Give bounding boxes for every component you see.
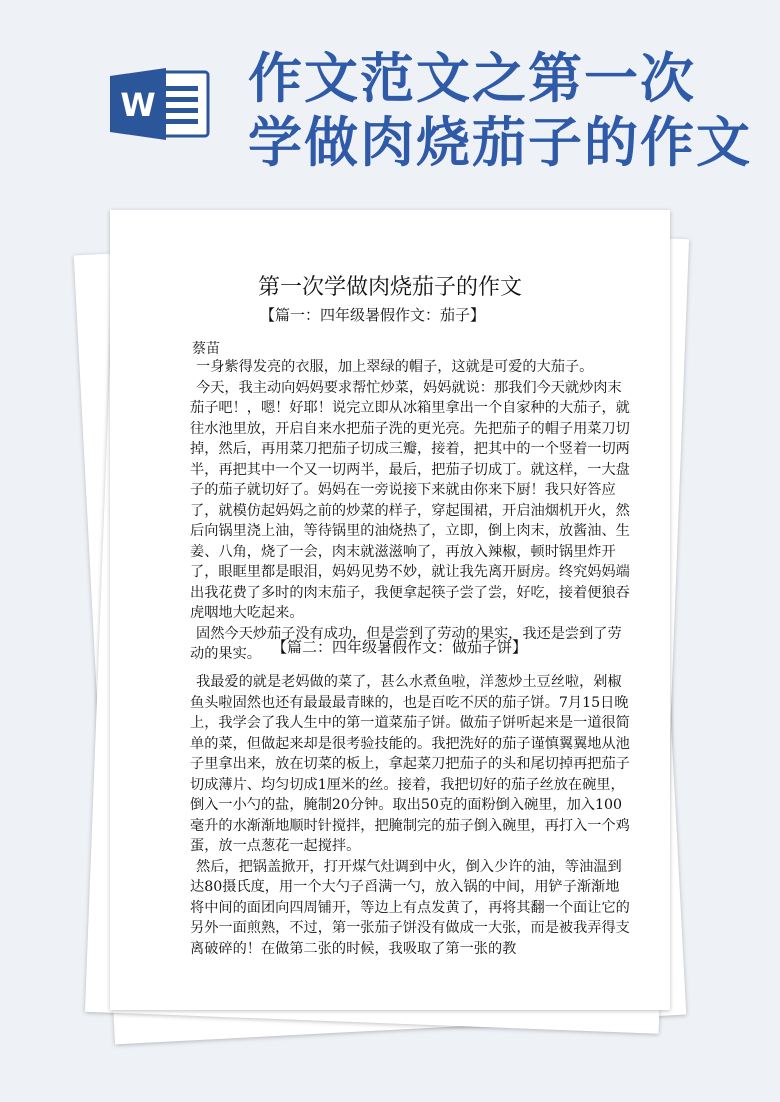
page-title-line-1: 作文范文之第一次 [248, 46, 696, 110]
section-heading-2: 【篇二：四年级暑假作文：做茄子饼】 [272, 638, 528, 656]
paragraph: 固然今天炒茄子没有成功，但是尝到了劳动的果实，我还是尝到了劳动的果实。 [190, 625, 622, 662]
paragraph: 今天，我主动向妈妈要求帮忙炒菜，妈妈就说：那我们今天就炒肉末茄子吧！，嗯！好耶！说完立即从冰箱里拿出一个自家种的大茄子，就往水池里放，开启自来水把茄子洗的更光亮。先把茄子的帽子用菜刀切掉，然后，再用菜刀把茄子切成三瓣，接着，把其中的一个竖着一切两半，再把其中一个又一切两半，最后，把茄子切成丁。就这样，一大盘子的茄子就切好了。妈妈在一旁说接下来就由你来下厨！我只好答应了，就模仿起妈妈之前的炒菜的样子，穿起围裙，开启油烟机开火，然后向锅里浇上油，等待锅里的油烧热了，立即，倒上肉末，放酱油、生姜、八角，烧了一会，肉末就滋滋响了，再放入辣椒，顿时锅里炸开了，眼眶里都是眼泪，妈妈见势不妙，就让我先离开厨房。终究妈妈端出我花费了多时的肉末茄子，我便拿起筷子尝了尝，好吃，接着便狼吞虎咽地大吃起来。 [190, 379, 630, 621]
document-title: 第一次学做肉烧茄子的作文 [257, 275, 522, 300]
section-2-body [190, 672, 630, 959]
page-title-line-2: 学做肉烧茄子的作文 [248, 110, 752, 174]
paragraph: 然后，把锅盖掀开，打开煤气灶调到中火，倒入少许的油，等油温到达80摄氏度，用一个大勺子舀满一勺，放入锅的中间，用铲子渐渐地将中间的面团向四周铺开，等边上有点发黄了，再将其翻一个面让它的另外一面煎熟，不过，第一张茄子饼没有做成一大张，而是被我弄得支离破碎的！在做第二张的时候，我吸取了第一张的教 [190, 858, 630, 957]
document-content [110, 210, 670, 1010]
paragraph: 我最爱的就是老妈做的菜了，甚么水煮鱼啦，洋葱炒土豆丝啦，剁椒鱼头啦固然也还有最最最青睐的，也是百吃不厌的茄子饼。7月15日晚上，我学会了我人生中的第一道菜茄子饼。做茄子饼听起来是一道很简单的菜，但做起来却是很考验技能的。我把洗好的茄子谨慎翼翼地从池子里拿出来，放在切菜的板上，拿起菜刀把茄子的头和尾切掉再把茄子切成薄片、均匀切成1厘米的丝。接着，我把切好的茄子丝放在碗里，倒入一小勺的盐，腌制20分钟。取出50克的面粉倒入碗里，加入100毫升的水渐渐地顺时针搅拌，把腌制完的茄子倒入碗里，再打入一个鸡蛋，放一点葱花一起搅拌。 [190, 674, 630, 854]
section-heading-1: 【篇一：四年级暑假作文：茄子】 [260, 306, 486, 324]
word-document-icon [108, 66, 212, 142]
paragraph: 一身紫得发亮的衣服，加上翠绿的帽子，这就是可爱的大茄子。 [196, 359, 594, 375]
svg-text:W: W [120, 86, 156, 124]
header-banner [0, 0, 780, 200]
author-name: 蔡苗 [192, 341, 220, 357]
section-1-body [190, 357, 630, 665]
